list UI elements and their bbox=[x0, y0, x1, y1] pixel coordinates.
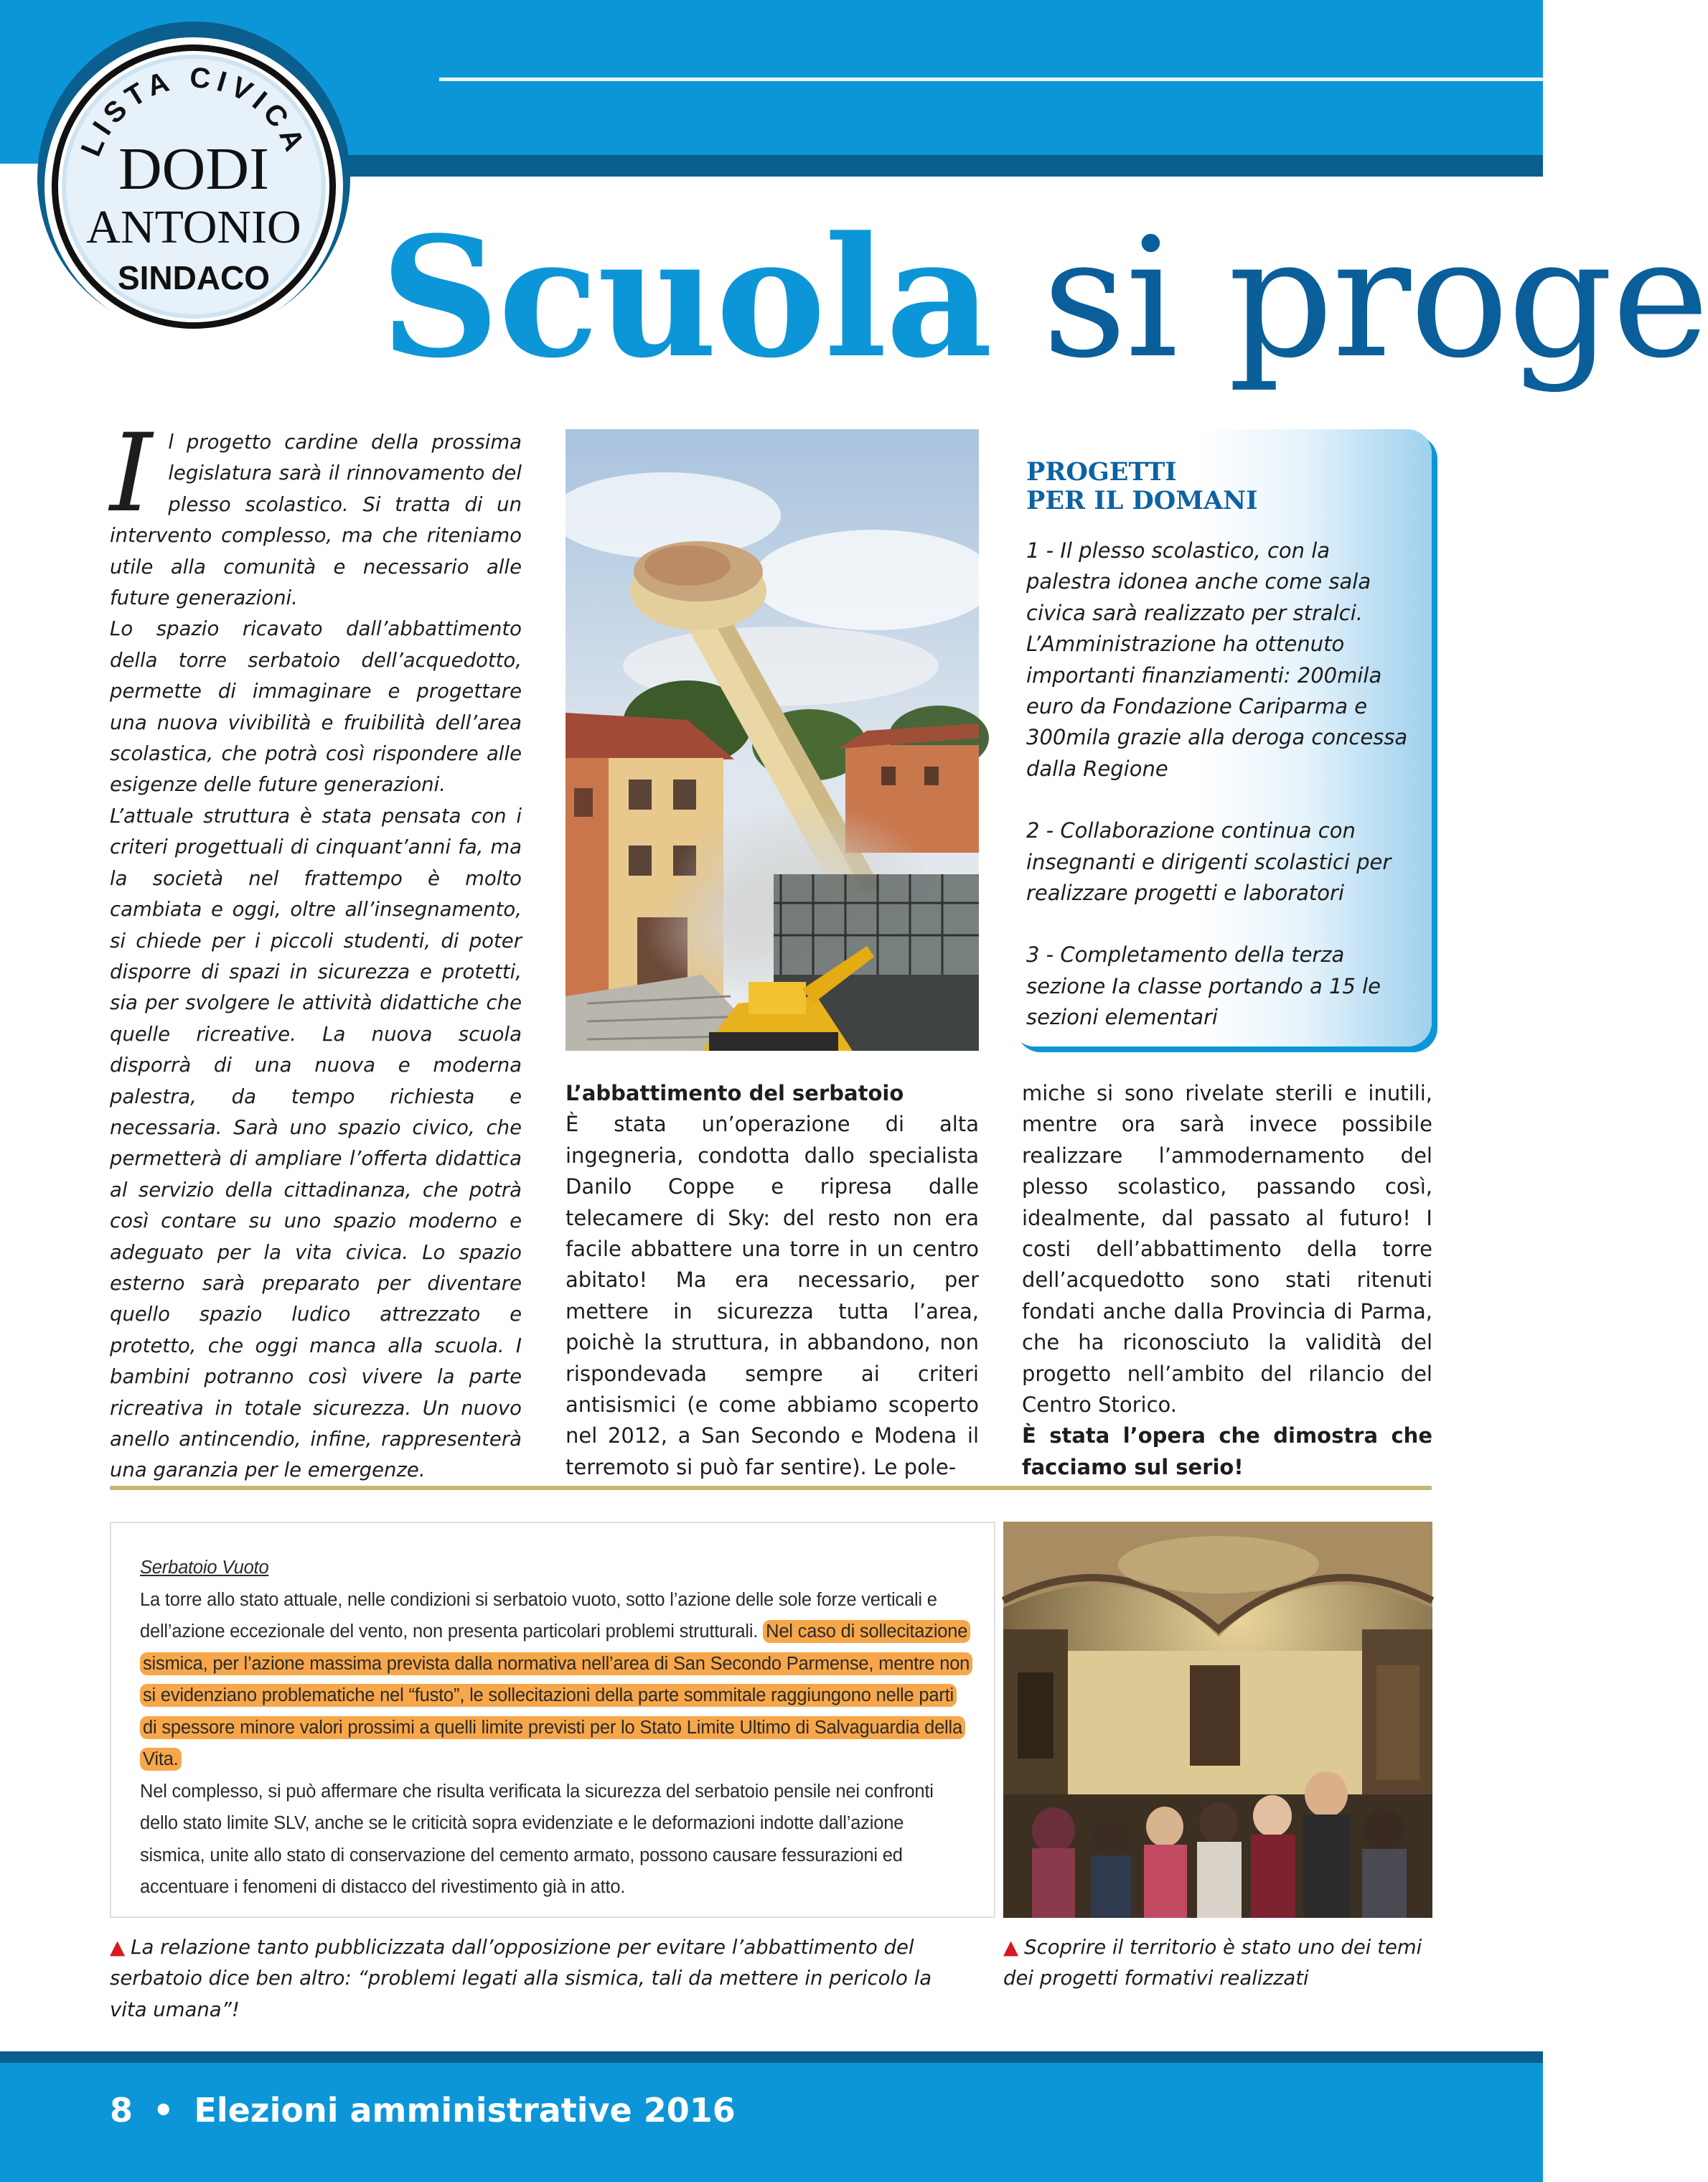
left-column-text bbox=[110, 411, 522, 1486]
footer-label: Elezioni amministrative 2016 bbox=[194, 2091, 736, 2130]
progetti-box-title: PROGETTI PER IL DOMANI bbox=[1026, 457, 1258, 515]
progetti-item-3: 3 - Completamento della terza sezione Ia classe portando a 15 le sezioni elementari bbox=[1026, 942, 1381, 1030]
section-divider bbox=[110, 1486, 1432, 1490]
children-visit-photo bbox=[1003, 1522, 1432, 1918]
footer-rule bbox=[0, 2051, 1543, 2063]
right-closing: È stata l’opera che dimostra che facciamo sul serio! bbox=[1022, 1423, 1432, 1479]
middle-column-text bbox=[566, 1078, 979, 1483]
right-column-text bbox=[1022, 1078, 1432, 1483]
progetti-box-list bbox=[1026, 535, 1414, 1034]
page-number: 8 bbox=[110, 2091, 133, 2130]
left-paragraph-3: L’attuale struttura è stata pensata con i criteri progettuali di cinquant’anni fa, ma la società nel frattempo è molto cambiata e oggi, oltre all’insegnamento, si chiede per i piccoli studenti, di poter disporre di spazi in sicurezza e protetti, sia per svolgere le attività didattiche che quelle ricreative. La nuova scuola disporrà di una nuova e moderna palestra, da tempo richiesta e necessaria. Sarà uno spazio civico, che permetterà di ampliare l’offerta didattica al servizio della cittadinanza, che potrà così contare su uno spazio moderno e adeguato per la vita civica. Lo spazio esterno sarà preparato per diventare quello spazio ludico attrezzato e protetto, che oggi manca alla scuola. I bambini potranno così vivere la parte ricreativa in totale sicurezza. Un nuovo anello antincendio, infine, rappresenterà una garanzia per le emergenze. bbox=[110, 804, 522, 1482]
report-excerpt-paragraph bbox=[140, 1584, 972, 1776]
headline-word-2: si proge bbox=[991, 203, 1708, 395]
photo-caption bbox=[1003, 1932, 1432, 1995]
report-caption bbox=[110, 1932, 971, 2026]
caption-triangle-icon: ▲ bbox=[1003, 1936, 1019, 1959]
footer-text bbox=[110, 2085, 736, 2135]
progetti-item-1: 1 - Il plesso scolastico, con la palestra idonea anche come sala civica sarà realizzato per stralci. L’Amministrazione ha ottenuto importanti finanziamenti: 200mila euro da Fondazione Cariparma e 300mila grazie alla deroga concessa dalla Regione bbox=[1026, 538, 1408, 781]
drop-cap: I bbox=[110, 411, 153, 536]
progetti-item-2: 2 - Collaborazione continua con insegnanti e dirigenti scolastici per realizzare progetti e laboratori bbox=[1026, 818, 1392, 906]
report-excerpt-part-2: Nel complesso, si può affermare che risulta verificata la sicurezza del serbatoio pensile nei confronti dello stato limite SLV, anche se le criticità sopra evidenziate e le deformazioni indotte dall’azione sismica, unite allo stato di conservazione del cemento armato, possono causare fessurazioni ed accentuare i fenomeni di distacco del rivestimento già in atto. bbox=[140, 1781, 934, 1897]
header-band-shadow bbox=[337, 155, 1543, 177]
middle-body: È stata un’operazione di alta ingegneria, condotta dallo specialista Danilo Coppe e ripresa dalle telecamere di Sky: del resto non era facile abbattere una torre in un centro abitato! Ma era necessario, per mettere in sicurezza tutta l’area, poichè la struttura, in abbandono, non rispondevada sempre ai criteri antisismici (e come abbiamo scoperto nel 2012, a San Secondo e Modena il terremoto si può far sentire). Le pole- bbox=[566, 1112, 979, 1479]
photo-caption-text: Scoprire il territorio è stato uno dei temi dei progetti formativi realizzati bbox=[1003, 1936, 1422, 1990]
left-paragraph-1: l progetto cardine della prossima legislatura sarà il rinnovamento del plesso scolastico. Si tratta di un intervento complesso, ma che riteniamo utile alla comunità e necessario alle future generazioni. bbox=[110, 431, 522, 610]
progetti-box bbox=[1010, 429, 1432, 1046]
seal-line-2: ANTONIO bbox=[86, 201, 301, 253]
headline-word-1: Scuola bbox=[380, 201, 992, 395]
footer-bullet: • bbox=[153, 2091, 174, 2130]
seal-arc-text: LISTA CIVICA bbox=[75, 62, 313, 161]
page-headline bbox=[380, 194, 1708, 402]
seal-line-3: SINDACO bbox=[117, 259, 271, 296]
report-excerpt-highlight: Nel caso di sollecitazione sismica, per l’azione massima prevista dalla normativa nell’area di San Secondo Parmense, mentre non si evidenziano problematiche nel “fusto”, le sollecitazioni della parte sommitale raggiungono nelle parti di spessore minore valori prossimi a quelli limite previsti per lo Stato Limite Ultimo di Salvaguardia della Vita. bbox=[140, 1620, 972, 1771]
middle-section-title: L’abbattimento del serbatoio bbox=[566, 1081, 904, 1105]
seal-line-1: DODI bbox=[118, 136, 269, 202]
report-excerpt-title: Serbatoio Vuoto bbox=[140, 1558, 269, 1578]
lista-civica-seal-logo bbox=[36, 20, 352, 336]
report-caption-text: La relazione tanto pubblicizzata dall’opposizione per evitare l’abbattimento del serbatoio dice ben altro: “problemi legati alla sismica, tali da mettere in pericolo la vita umana”! bbox=[110, 1936, 932, 2021]
report-excerpt-part-1: La torre allo stato attuale, nelle condizioni si serbatoio vuoto, sotto l’azione delle sole forze verticali e dell’azione eccezionale del vento, non presenta particolari problemi strutturali. bbox=[140, 1589, 937, 1642]
caption-triangle-icon: ▲ bbox=[110, 1936, 126, 1959]
header-rule bbox=[439, 78, 1543, 81]
tower-demolition-photo bbox=[566, 429, 979, 1051]
right-body: miche si sono rivelate sterili e inutili, mentre ora sarà invece possibile realizzare l’ammodernamento del plesso scolastico, passando così, idealmente, dal passato al futuro! I costi dell’abbattimento della torre dell’acquedotto sono stati ritenuti fondati anche dalla Provincia di Parma, che ha riconosciuto la validità del progetto nell’ambito del rilancio del Centro Storico. bbox=[1022, 1081, 1432, 1418]
report-excerpt-scan bbox=[110, 1522, 995, 1918]
left-paragraph-2: Lo spazio ricavato dall’abbattimento della torre serbatoio dell’acquedotto, permette di immaginare e progettare una nuova vivibilità e fruibilità dell’area scolastica, che potrà così rispondere alle esigenze delle future generazioni. bbox=[110, 617, 522, 797]
